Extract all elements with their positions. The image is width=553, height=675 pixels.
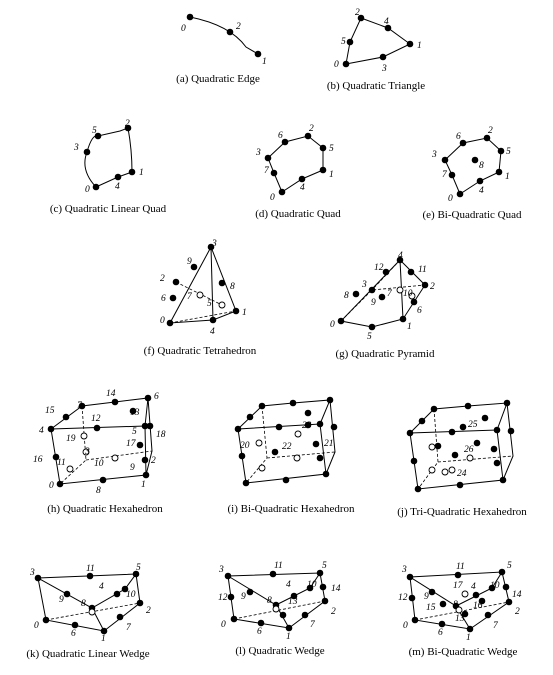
- node-label: 10: [307, 580, 317, 590]
- node-label: 14: [512, 590, 522, 600]
- node-label: 8: [230, 282, 235, 292]
- node-label: 3: [212, 239, 217, 249]
- node-label: 7: [126, 623, 131, 633]
- node-label: 1: [141, 480, 146, 490]
- caption-l: (l) Quadratic Wedge: [235, 645, 325, 657]
- node-label: 1: [286, 632, 291, 642]
- node-label: 9: [424, 592, 429, 602]
- node-label: 13: [288, 597, 298, 607]
- node-label: 7: [77, 401, 82, 411]
- figure-quadratic-wedge: [218, 561, 341, 657]
- node-label: 9: [187, 257, 192, 267]
- node-label: 4: [210, 327, 215, 337]
- node-label: 2: [488, 126, 493, 136]
- node-label: 0: [49, 481, 54, 491]
- figure-quadratic-quad: [255, 124, 341, 220]
- caption-e: (e) Bi-Quadratic Quad: [422, 209, 522, 221]
- node-label: 4: [286, 580, 291, 590]
- figure-bi-quadratic-hexahedron: [227, 397, 355, 515]
- node-label: 9: [241, 592, 246, 602]
- figure-tri-quadratic-hexahedron: [397, 400, 527, 518]
- node-label: 0: [330, 320, 335, 330]
- node-label: 2: [430, 282, 435, 292]
- node-label: 11: [86, 564, 95, 574]
- node-label: 2: [146, 606, 151, 616]
- node-label: 1: [417, 41, 422, 51]
- node-label: 12: [91, 414, 101, 424]
- node-label: 6: [438, 628, 443, 638]
- caption-d: (d) Quadratic Quad: [255, 208, 341, 220]
- node-label: 2: [355, 8, 360, 18]
- node-label: 1: [262, 57, 267, 67]
- node-label: 6: [71, 629, 76, 639]
- node-label: 0: [403, 621, 408, 631]
- node-label: 7: [442, 170, 447, 180]
- node-label: 11: [456, 562, 465, 572]
- figure-quadratic-hexahedron: [33, 389, 166, 515]
- node-label: 24: [457, 469, 467, 479]
- node-label: 3: [382, 64, 387, 74]
- node-label: 10: [126, 590, 136, 600]
- node-label: 3: [432, 150, 437, 160]
- node-label: 1: [101, 634, 106, 644]
- node-label: 22: [282, 442, 292, 452]
- caption-f: (f) Quadratic Tetrahedron: [143, 345, 257, 357]
- node-label: 7: [264, 166, 269, 176]
- node-label: 8: [453, 600, 458, 610]
- node-label: 13: [130, 408, 140, 418]
- figure-quadratic-pyramid: [330, 251, 435, 360]
- node-label: 0: [181, 24, 186, 34]
- node-label: 10: [403, 289, 413, 299]
- figure-quadratic-linear-quad: [50, 119, 167, 215]
- node-label: 25: [468, 420, 478, 430]
- node-label: 8: [344, 291, 349, 301]
- node-label: 3: [74, 143, 79, 153]
- node-label: 4: [471, 582, 476, 592]
- node-label: 1: [505, 172, 510, 182]
- caption-a: (a) Quadratic Edge: [176, 73, 260, 85]
- caption-h: (h) Quadratic Hexahedron: [47, 503, 163, 515]
- caption-i: (i) Bi-Quadratic Hexahedron: [227, 503, 355, 515]
- figure-quadratic-linear-wedge: [26, 563, 151, 660]
- node-label: 6: [257, 627, 262, 637]
- node-label: 8: [267, 596, 272, 606]
- node-label: 3: [30, 568, 35, 578]
- caption-b: (b) Quadratic Triangle: [326, 80, 426, 92]
- node-label: 1: [329, 170, 334, 180]
- node-label: 9: [130, 463, 135, 473]
- node-label: 9: [59, 595, 64, 605]
- node-label: 2: [151, 456, 156, 466]
- node-label: 1: [466, 633, 471, 643]
- node-label: 6: [278, 131, 283, 141]
- node-label: 5: [132, 427, 137, 437]
- node-label: 5: [341, 37, 346, 47]
- node-label: 14: [331, 584, 341, 594]
- node-label: 5: [329, 144, 334, 154]
- node-label: 6: [161, 294, 166, 304]
- figure-quadratic-edge: [176, 14, 267, 85]
- node-label: 12: [398, 593, 408, 603]
- node-label: 15: [45, 406, 55, 416]
- node-label: 1: [407, 322, 412, 332]
- figure-bi-quadratic-wedge: [398, 561, 522, 658]
- node-label: 1: [242, 308, 247, 318]
- node-label: 3: [85, 447, 90, 457]
- node-label: 6: [154, 392, 159, 402]
- figure-quadratic-tetrahedron: [144, 239, 257, 357]
- node-label: 0: [334, 60, 339, 70]
- node-label: 4: [39, 426, 44, 436]
- node-label: 9: [371, 298, 376, 308]
- node-label: 1: [139, 168, 144, 178]
- node-label: 23: [302, 421, 312, 431]
- node-label: 6: [417, 306, 422, 316]
- node-label: 3: [402, 565, 407, 575]
- node-label: 5: [136, 563, 141, 573]
- node-label: 5: [506, 147, 511, 157]
- caption-j: (j) Tri-Quadratic Hexahedron: [397, 506, 527, 518]
- figure-quadratic-triangle: [327, 8, 425, 92]
- node-label: 26: [464, 445, 474, 455]
- node-label: 3: [362, 280, 367, 290]
- node-label: 7: [310, 620, 315, 630]
- node-label: 13: [455, 614, 465, 624]
- node-label: 3: [219, 565, 224, 575]
- node-label: 6: [456, 132, 461, 142]
- node-label: 2: [236, 22, 241, 32]
- node-label: 12: [218, 593, 228, 603]
- node-label: 15: [426, 603, 436, 613]
- node-label: 0: [160, 316, 165, 326]
- node-label: 2: [125, 119, 130, 129]
- caption-k: (k) Quadratic Linear Wedge: [26, 648, 150, 660]
- node-label: 11: [418, 265, 427, 275]
- node-label: 11: [274, 561, 283, 571]
- node-label: 12: [374, 263, 384, 273]
- node-label: 0: [270, 193, 275, 203]
- node-label: 8: [479, 161, 484, 171]
- node-label: 17: [453, 581, 463, 591]
- node-label: 5: [207, 299, 212, 309]
- node-label: 5: [507, 561, 512, 571]
- node-label: 3: [256, 148, 261, 158]
- node-label: 4: [384, 17, 389, 27]
- node-label: 8: [96, 486, 101, 496]
- node-label: 5: [367, 332, 372, 342]
- caption-g: (g) Quadratic Pyramid: [335, 348, 435, 360]
- node-label: 7: [387, 289, 392, 299]
- caption-m: (m) Bi-Quadratic Wedge: [408, 646, 518, 658]
- node-label: 4: [300, 183, 305, 193]
- node-label: 0: [85, 185, 90, 195]
- node-label: 0: [34, 621, 39, 631]
- node-label: 19: [66, 434, 76, 444]
- node-label: 16: [33, 455, 43, 465]
- node-label: 4: [398, 251, 403, 261]
- node-label: 5: [92, 126, 97, 136]
- node-label: 4: [99, 582, 104, 592]
- node-label: 8: [81, 599, 86, 609]
- node-label: 14: [106, 389, 116, 399]
- node-label: 21: [324, 439, 334, 449]
- node-label: 2: [160, 274, 165, 284]
- node-label: 18: [156, 430, 166, 440]
- node-label: 20: [240, 441, 250, 451]
- node-label: 2: [331, 607, 336, 617]
- figure-bi-quadratic-quad: [423, 126, 522, 221]
- node-label: 4: [115, 182, 120, 192]
- node-label: 4: [479, 186, 484, 196]
- caption-c: (c) Quadratic Linear Quad: [49, 203, 167, 215]
- node-label: 11: [57, 458, 66, 468]
- node-label: 7: [493, 621, 498, 631]
- node-label: 2: [515, 607, 520, 617]
- node-label: 2: [309, 124, 314, 134]
- node-label: 5: [322, 561, 327, 571]
- node-label: 7: [187, 292, 192, 302]
- node-label: 0: [448, 194, 453, 204]
- node-label: 10: [94, 459, 104, 469]
- node-label: 17: [126, 439, 136, 449]
- node-label: 0: [221, 620, 226, 630]
- node-label: 10: [490, 581, 500, 591]
- node-label: 16: [473, 601, 483, 611]
